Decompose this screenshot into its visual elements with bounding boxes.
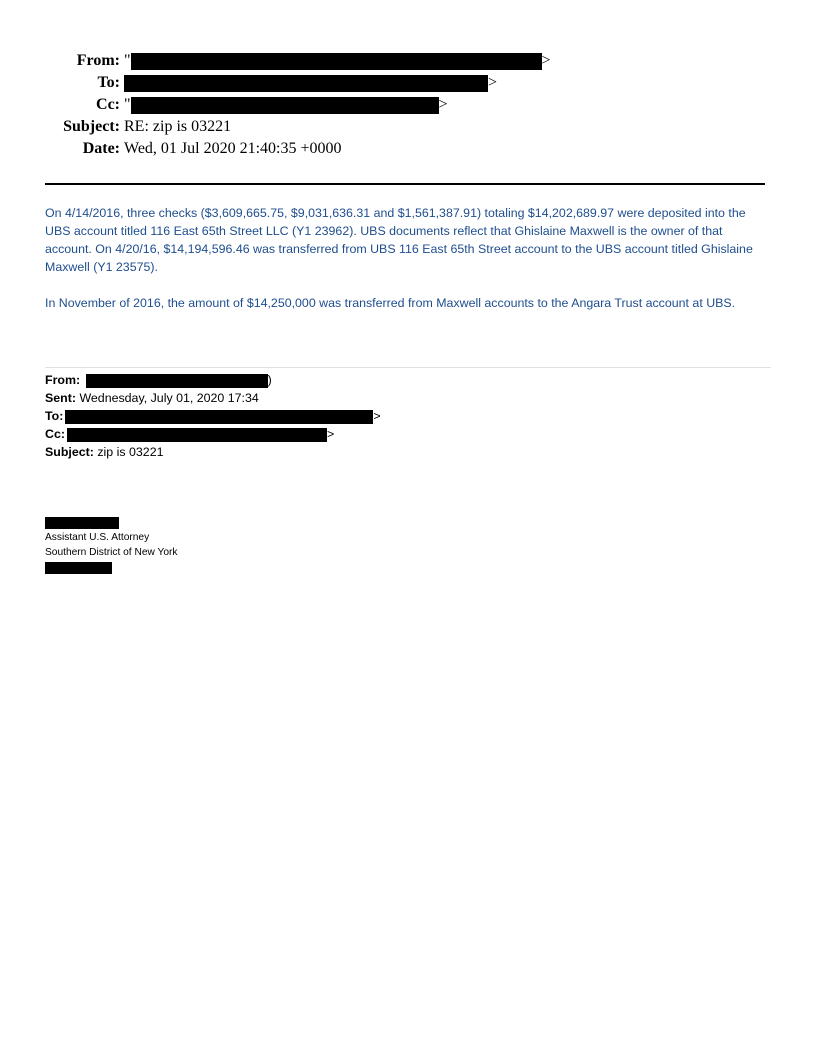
forwarded-cc-row xyxy=(45,425,334,443)
header-cc-suffix: > xyxy=(438,96,448,113)
forwarded-to-suffix: > xyxy=(373,409,381,423)
forwarded-subject-row xyxy=(45,443,163,461)
forward-divider xyxy=(45,367,771,368)
header-from-row xyxy=(0,52,816,74)
header-subject-value: RE: zip is 03221 xyxy=(124,118,232,135)
signature-office: Southern District of New York xyxy=(45,547,178,558)
forwarded-sent-label: Sent: xyxy=(45,391,76,405)
forwarded-sent-value: Wednesday, July 01, 2020 17:34 xyxy=(79,391,259,405)
redaction-box xyxy=(131,97,439,114)
header-cc-prefix: " xyxy=(124,96,131,113)
signature-title: Assistant U.S. Attorney xyxy=(45,532,150,543)
forwarded-from-row xyxy=(45,371,272,389)
redaction-box xyxy=(65,410,373,424)
header-date-label: Date: xyxy=(82,140,120,157)
header-to-suffix: > xyxy=(488,74,498,91)
header-date-row xyxy=(0,140,816,162)
redaction-box xyxy=(86,374,268,388)
header-date-value: Wed, 01 Jul 2020 21:40:35 +0000 xyxy=(124,140,342,157)
forwarded-from-suffix: ) xyxy=(267,373,272,387)
forwarded-cc-suffix: > xyxy=(326,427,335,441)
forwarded-subject-value: zip is 03221 xyxy=(97,445,164,459)
header-cc-label: Cc: xyxy=(96,96,120,113)
forwarded-cc-label: Cc: xyxy=(45,427,65,441)
redaction-box xyxy=(124,75,488,92)
header-to-label: To: xyxy=(97,74,120,91)
forwarded-to-label: To: xyxy=(45,409,64,423)
signature-contact-redaction xyxy=(45,562,112,574)
header-to-row xyxy=(0,74,816,96)
header-cc-row xyxy=(0,96,816,118)
body-paragraph-2: In November of 2016, the amount of $14,250,000 was transferred from Maxwell accounts to the Angara Trust account at UBS. xyxy=(45,296,736,310)
forwarded-from-label: From: xyxy=(45,373,81,387)
signature-name-redaction xyxy=(45,517,119,529)
redaction-box xyxy=(67,428,327,442)
header-from-suffix: > xyxy=(541,52,551,69)
header-subject-row xyxy=(0,118,816,140)
body-paragraph-1: On 4/14/2016, three checks ($3,609,665.75, $9,031,636.31 and $1,561,387.91) totaling $14,202,689.97 were deposited into the UBS account titled 116 East 65th Street LLC (Y1 23962). UBS documents reflect that Ghislaine Maxwell is the owner of that account. On 4/20/16, $14,194,596.46 was transferred from UBS 116 East 65th Street account to the UBS account titled Ghislaine Maxwell (Y1 23575). xyxy=(45,206,753,274)
header-from-prefix: " xyxy=(124,52,131,69)
header-from-label: From: xyxy=(76,52,120,69)
header-divider xyxy=(45,183,765,185)
redaction-box xyxy=(131,53,542,70)
forwarded-sent-row xyxy=(45,389,259,407)
header-subject-label: Subject: xyxy=(63,118,120,135)
forwarded-to-row xyxy=(45,407,381,425)
forwarded-subject-label: Subject: xyxy=(45,445,94,459)
